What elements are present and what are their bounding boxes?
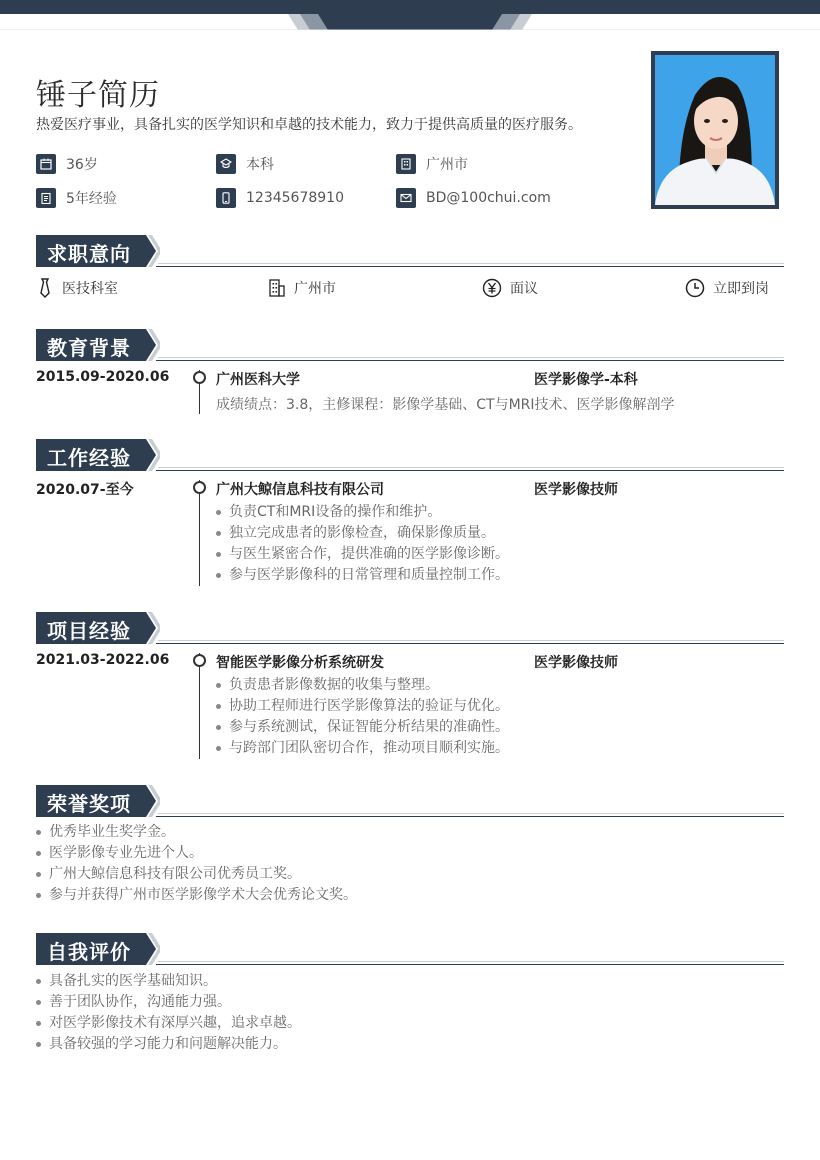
building-icon xyxy=(268,278,286,298)
top-decor-bar xyxy=(0,0,820,30)
list-item: 独立完成患者的影像检查，确保影像质量。 xyxy=(214,523,509,544)
section-title-work: 工作经验 xyxy=(47,446,131,470)
list-item: 与跨部门团队密切合作，推动项目顺利实施。 xyxy=(214,738,509,759)
intent-salary-value: 面议 xyxy=(510,281,538,297)
resume-tagline: 热爱医疗事业，具备扎实的医学知识和卓越的技术能力，致力于提供高质量的医疗服务。 xyxy=(36,117,582,133)
self-evaluation-list xyxy=(34,971,301,1055)
education-school: 广州医科大学 xyxy=(216,372,300,388)
list-item: 负责患者影像数据的收集与整理。 xyxy=(214,675,509,696)
intent-city xyxy=(268,278,336,298)
list-item: 对医学影像技术有深厚兴趣，追求卓越。 xyxy=(34,1013,301,1034)
info-email-value: BD@100chui.com xyxy=(426,190,551,206)
info-city xyxy=(396,152,468,176)
section-title-self: 自我评价 xyxy=(47,940,131,964)
section-education xyxy=(36,329,784,363)
intent-salary xyxy=(482,278,538,298)
project-duties xyxy=(214,675,509,759)
work-date: 2020.07-至今 xyxy=(36,482,134,498)
section-project xyxy=(36,612,784,646)
building-icon xyxy=(396,154,416,174)
timeline-dot xyxy=(193,371,206,384)
project-date: 2021.03-2022.06 xyxy=(36,652,170,668)
intent-availability-value: 立即到岗 xyxy=(713,281,769,297)
info-education-value: 本科 xyxy=(246,157,274,173)
mail-icon xyxy=(396,188,416,208)
info-age-value: 36岁 xyxy=(66,157,98,173)
education-desc: 成绩绩点：3.8，主修课程：影像学基础、CT与MRI技术、医学影像解剖学 xyxy=(216,397,675,413)
info-experience xyxy=(36,186,117,210)
section-intent xyxy=(36,235,784,269)
calendar-icon xyxy=(36,154,56,174)
work-company: 广州大鲸信息科技有限公司 xyxy=(216,482,384,498)
tie-icon xyxy=(36,278,54,298)
phone-icon xyxy=(216,188,236,208)
list-item: 协助工程师进行医学影像算法的验证与优化。 xyxy=(214,696,509,717)
info-phone xyxy=(216,186,344,210)
education-date: 2015.09-2020.06 xyxy=(36,369,170,385)
list-item: 优秀毕业生奖学金。 xyxy=(34,822,357,843)
list-item: 负责CT和MRI设备的操作和维护。 xyxy=(214,502,509,523)
timeline-dot xyxy=(193,481,206,494)
intent-position xyxy=(36,278,118,298)
list-item: 广州大鲸信息科技有限公司优秀员工奖。 xyxy=(34,864,357,885)
section-title-intent: 求职意向 xyxy=(47,242,131,266)
project-role: 医学影像技师 xyxy=(534,655,618,671)
intent-position-value: 医技科室 xyxy=(62,281,118,297)
list-item: 善于团队协作，沟通能力强。 xyxy=(34,992,301,1013)
clock-icon xyxy=(685,278,705,298)
info-phone-value: 12345678910 xyxy=(246,190,344,206)
timeline-line xyxy=(199,653,200,759)
intent-availability xyxy=(685,278,769,298)
section-title-education: 教育背景 xyxy=(47,336,131,360)
work-duties xyxy=(214,502,509,586)
clipboard-icon xyxy=(36,188,56,208)
info-age xyxy=(36,152,98,176)
project-name: 智能医学影像分析系统研发 xyxy=(216,655,384,671)
education-major: 医学影像学-本科 xyxy=(534,372,638,388)
section-title-honors: 荣誉奖项 xyxy=(47,792,131,816)
list-item: 参与并获得广州市医学影像学术大会优秀论文奖。 xyxy=(34,885,357,906)
list-item: 参与医学影像科的日常管理和质量控制工作。 xyxy=(214,565,509,586)
list-item: 具备扎实的医学基础知识。 xyxy=(34,971,301,992)
resume-name: 锤子简历 xyxy=(36,78,160,113)
intent-row xyxy=(36,278,784,300)
timeline-line xyxy=(199,480,200,586)
intent-city-value: 广州市 xyxy=(294,281,336,297)
info-experience-value: 5年经验 xyxy=(66,191,117,207)
honors-list xyxy=(34,822,357,906)
yen-icon xyxy=(482,278,502,298)
section-work xyxy=(36,439,784,473)
section-honors xyxy=(36,785,784,819)
list-item: 参与系统测试，保证智能分析结果的准确性。 xyxy=(214,717,509,738)
list-item: 具备较强的学习能力和问题解决能力。 xyxy=(34,1034,301,1055)
list-item: 医学影像专业先进个人。 xyxy=(34,843,357,864)
work-role: 医学影像技师 xyxy=(534,482,618,498)
info-city-value: 广州市 xyxy=(426,157,468,173)
info-education xyxy=(216,152,274,176)
section-self xyxy=(36,933,784,967)
section-title-project: 项目经验 xyxy=(47,619,131,643)
profile-photo xyxy=(651,51,779,209)
graduation-cap-icon xyxy=(216,154,236,174)
list-item: 与医生紧密合作，提供准确的医学影像诊断。 xyxy=(214,544,509,565)
timeline-dot xyxy=(193,654,206,667)
info-email xyxy=(396,186,551,210)
